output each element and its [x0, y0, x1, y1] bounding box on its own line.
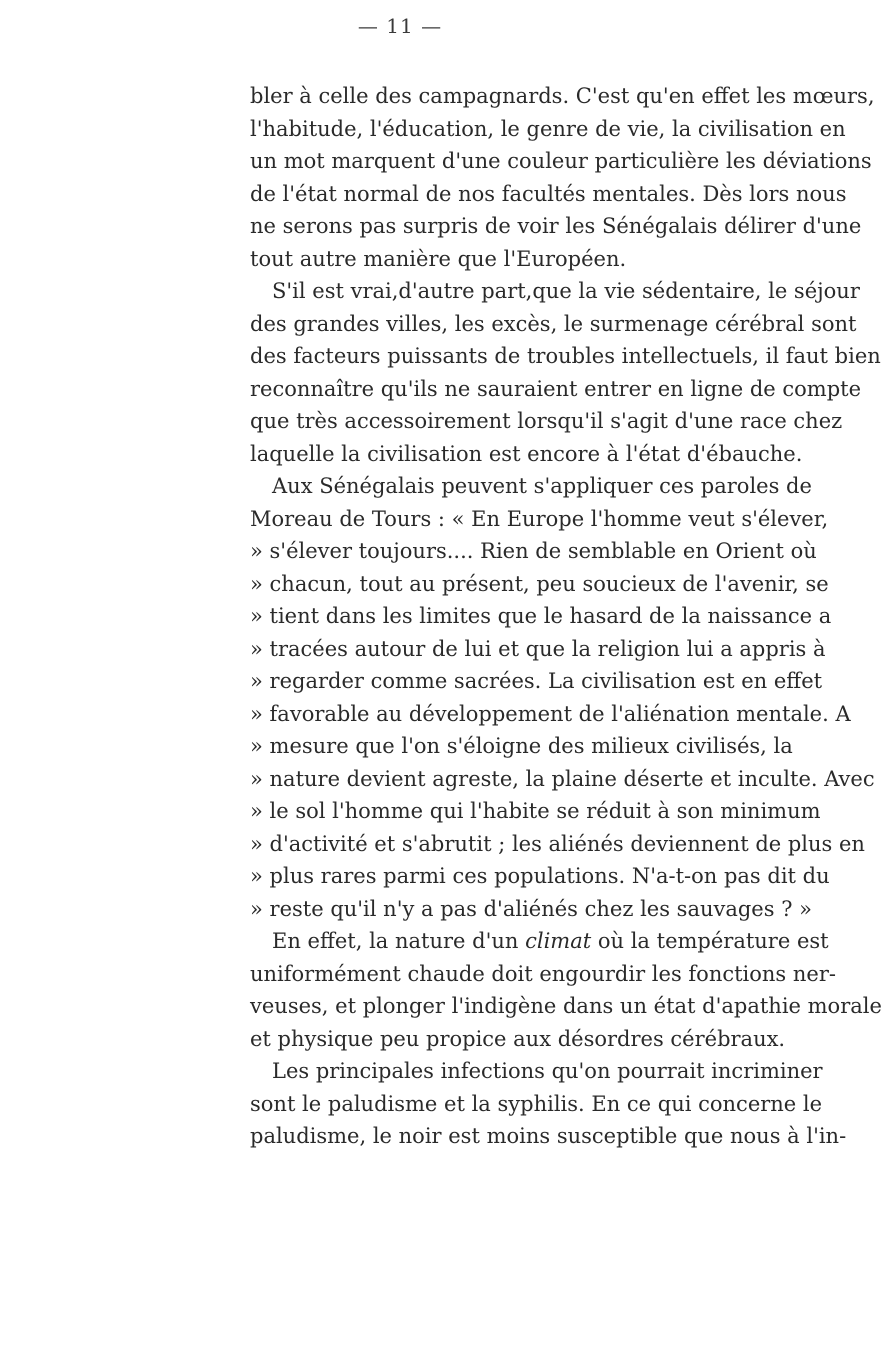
quote-line: » reste qu'il n'y a pas d'aliénés chez les sauvages ? » — [250, 893, 790, 926]
quote-line: » tracées autour de lui et que la religion lui a appris à — [250, 633, 790, 666]
text-line: reconnaître qu'ils ne sauraient entrer en ligne de compte — [250, 376, 862, 401]
quote-line: » regarder comme sacrées. La civilisation est en effet — [250, 665, 790, 698]
text-line: sont le paludisme et la syphilis. En ce qui concerne le — [250, 1091, 823, 1116]
quote-line: » tient dans les limites que le hasard de la naissance a — [250, 600, 790, 633]
quote-line: » mesure que l'on s'éloigne des milieux civilisés, la — [250, 730, 790, 763]
quote-line: » favorable au développement de l'aliénation mentale. A — [250, 698, 790, 731]
text-line: des grandes villes, les excès, le surmenage cérébral sont — [250, 311, 857, 336]
text-line: veuses, et plonger l'indigène dans un état d'apathie morale — [250, 994, 882, 1018]
text-line — [250, 925, 829, 958]
text-segment: En effet, la nature d'un — [272, 929, 519, 953]
text-segment: où la température est — [597, 929, 829, 953]
text-line: ne serons pas surpris de voir les Sénégalais délirer d'une — [250, 214, 862, 238]
text-line: l'habitude, l'éducation, le genre de vie, la civilisation en — [250, 116, 846, 141]
text-line: tout autre manière que l'Européen. — [250, 246, 627, 271]
text-line: de l'état normal de nos facultés mentales. Dès lors nous — [250, 181, 847, 206]
text-line: que très accessoirement lorsqu'il s'agit d'une race chez — [250, 409, 843, 433]
text-line: S'il est vrai,d'autre part,que la vie sédentaire, le séjour — [272, 279, 860, 303]
text-line: uniformément chaude doit engourdir les fonctions ner- — [250, 961, 836, 986]
text-line: Aux Sénégalais peuvent s'appliquer ces paroles de — [272, 474, 812, 498]
quote-line: » chacun, tout au présent, peu soucieux de l'avenir, se — [250, 568, 790, 601]
quote-line: » s'élever toujours.... Rien de semblable en Orient où — [250, 535, 790, 568]
quote-line: » plus rares parmi ces populations. N'a-t-on pas dit du — [250, 860, 790, 893]
text-line: bler à celle des campagnards. C'est qu'en effet les mœurs, — [250, 84, 875, 108]
text-line: Les principales infections qu'on pourrait incriminer — [272, 1059, 823, 1083]
body-text — [250, 80, 882, 1153]
text-line: des facteurs puissants de troubles intellectuels, il faut bien — [250, 344, 881, 368]
quote-line: » nature devient agreste, la plaine déserte et inculte. Avec — [250, 763, 790, 796]
page-number: — 11 — — [357, 14, 443, 38]
text-line: et physique peu propice aux désordres cérébraux. — [250, 1026, 786, 1051]
quote-line: » le sol l'homme qui l'habite se réduit à son minimum — [250, 795, 790, 828]
text-line: Moreau de Tours : « En Europe l'homme veut s'élever, — [250, 506, 829, 531]
italic-word: climat — [525, 929, 592, 953]
text-line: laquelle la civilisation est encore à l'état d'ébauche. — [250, 441, 803, 466]
quote-line: » d'activité et s'abrutit ; les aliénés deviennent de plus en — [250, 828, 790, 861]
text-line: un mot marquent d'une couleur particulière les déviations — [250, 149, 872, 173]
text-line: paludisme, le noir est moins susceptible que nous à l'in- — [250, 1124, 847, 1148]
